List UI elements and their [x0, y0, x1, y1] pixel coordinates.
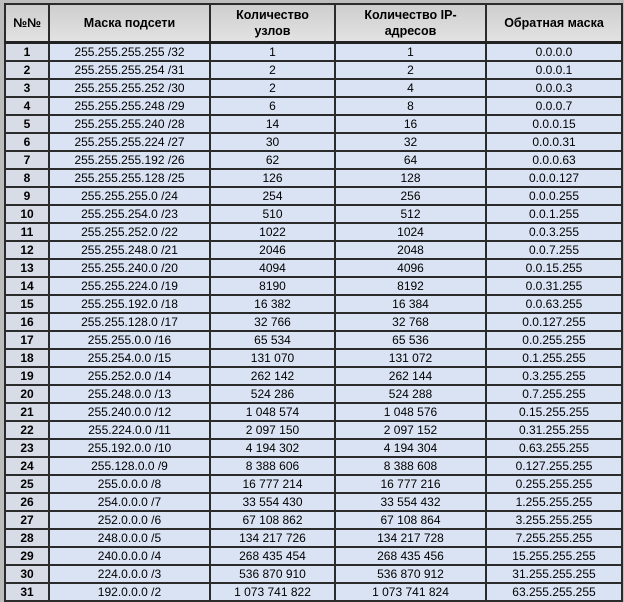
host-count-cell: 16 382 [210, 295, 335, 313]
table-row [5, 205, 622, 223]
ip-count-cell: 4 194 304 [335, 439, 486, 457]
header-row [5, 4, 622, 42]
ip-count-cell: 1 [335, 42, 486, 61]
wildcard-mask-cell: 0.63.255.255 [486, 439, 622, 457]
row-number-cell: 28 [5, 529, 49, 547]
col-header-ip-count [335, 4, 486, 42]
ip-count-cell: 536 870 912 [335, 565, 486, 583]
subnet-mask-cell: 255.255.255.248 /29 [49, 97, 210, 115]
table-row [5, 331, 622, 349]
row-number-cell: 14 [5, 277, 49, 295]
wildcard-mask-cell: 0.15.255.255 [486, 403, 622, 421]
row-number-cell: 30 [5, 565, 49, 583]
col-header-subnet-mask [49, 4, 210, 42]
subnet-mask-cell: 255.255.255.224 /27 [49, 133, 210, 151]
row-number-cell: 26 [5, 493, 49, 511]
wildcard-mask-cell: 0.0.255.255 [486, 331, 622, 349]
host-count-cell: 1 [210, 42, 335, 61]
row-number-cell: 3 [5, 79, 49, 97]
subnet-mask-cell: 255.255.255.255 /32 [49, 42, 210, 61]
subnet-mask-cell: 255.255.255.254 /31 [49, 61, 210, 79]
col-header-host-count-line2: узлов [254, 23, 291, 38]
wildcard-mask-cell: 0.0.0.7 [486, 97, 622, 115]
row-number-cell: 5 [5, 115, 49, 133]
host-count-cell: 65 534 [210, 331, 335, 349]
host-count-cell: 2046 [210, 241, 335, 259]
host-count-cell: 2 [210, 79, 335, 97]
host-count-cell: 8 388 606 [210, 457, 335, 475]
host-count-cell: 536 870 910 [210, 565, 335, 583]
row-number-cell: 29 [5, 547, 49, 565]
subnet-mask-cell: 255.255.255.192 /26 [49, 151, 210, 169]
row-number-cell: 4 [5, 97, 49, 115]
table-row [5, 385, 622, 403]
col-header-host-count-line1: Количество [236, 7, 309, 22]
wildcard-mask-cell: 0.0.0.255 [486, 187, 622, 205]
col-header-wildcard-mask-line1: Обратная маска [504, 15, 604, 30]
table-row [5, 403, 622, 421]
row-number-cell: 15 [5, 295, 49, 313]
subnet-mask-cell: 255.248.0.0 /13 [49, 385, 210, 403]
col-header-number [5, 4, 49, 42]
subnet-mask-table [4, 3, 623, 602]
host-count-cell: 8190 [210, 277, 335, 295]
wildcard-mask-cell: 0.0.127.255 [486, 313, 622, 331]
wildcard-mask-cell: 0.0.63.255 [486, 295, 622, 313]
subnet-mask-cell: 240.0.0.0 /4 [49, 547, 210, 565]
host-count-cell: 1 073 741 822 [210, 583, 335, 601]
table-row [5, 457, 622, 475]
subnet-mask-cell: 248.0.0.0 /5 [49, 529, 210, 547]
host-count-cell: 30 [210, 133, 335, 151]
row-number-cell: 19 [5, 367, 49, 385]
wildcard-mask-cell: 0.0.31.255 [486, 277, 622, 295]
ip-count-cell: 16 [335, 115, 486, 133]
subnet-mask-cell: 192.0.0.0 /2 [49, 583, 210, 601]
wildcard-mask-cell: 0.0.0.31 [486, 133, 622, 151]
table-row [5, 97, 622, 115]
table-row [5, 421, 622, 439]
ip-count-cell: 2 097 152 [335, 421, 486, 439]
table-row [5, 223, 622, 241]
ip-count-cell: 8 [335, 97, 486, 115]
row-number-cell: 17 [5, 331, 49, 349]
ip-count-cell: 524 288 [335, 385, 486, 403]
table-row [5, 277, 622, 295]
ip-count-cell: 65 536 [335, 331, 486, 349]
wildcard-mask-cell: 3.255.255.255 [486, 511, 622, 529]
row-number-cell: 11 [5, 223, 49, 241]
ip-count-cell: 131 072 [335, 349, 486, 367]
ip-count-cell: 8 388 608 [335, 457, 486, 475]
ip-count-cell: 16 384 [335, 295, 486, 313]
wildcard-mask-cell: 0.0.0.15 [486, 115, 622, 133]
wildcard-mask-cell: 0.7.255.255 [486, 385, 622, 403]
col-header-number-line1: №№ [13, 15, 41, 30]
table-row [5, 187, 622, 205]
host-count-cell: 4 194 302 [210, 439, 335, 457]
table-row [5, 547, 622, 565]
ip-count-cell: 134 217 728 [335, 529, 486, 547]
subnet-mask-cell: 255.128.0.0 /9 [49, 457, 210, 475]
table-row [5, 42, 622, 61]
subnet-mask-cell: 255.255.252.0 /22 [49, 223, 210, 241]
ip-count-cell: 16 777 216 [335, 475, 486, 493]
row-number-cell: 22 [5, 421, 49, 439]
table-row [5, 565, 622, 583]
subnet-mask-cell: 224.0.0.0 /3 [49, 565, 210, 583]
table-row [5, 493, 622, 511]
table-row [5, 367, 622, 385]
host-count-cell: 67 108 862 [210, 511, 335, 529]
table-row [5, 133, 622, 151]
wildcard-mask-cell: 0.0.0.127 [486, 169, 622, 187]
ip-count-cell: 256 [335, 187, 486, 205]
table-row [5, 349, 622, 367]
wildcard-mask-cell: 0.1.255.255 [486, 349, 622, 367]
col-header-wildcard-mask [486, 4, 622, 42]
wildcard-mask-cell: 0.255.255.255 [486, 475, 622, 493]
subnet-mask-cell: 255.255.255.240 /28 [49, 115, 210, 133]
table-row [5, 241, 622, 259]
wildcard-mask-cell: 0.0.0.3 [486, 79, 622, 97]
subnet-mask-cell: 255.255.128.0 /17 [49, 313, 210, 331]
subnet-mask-cell: 255.255.255.252 /30 [49, 79, 210, 97]
host-count-cell: 262 142 [210, 367, 335, 385]
ip-count-cell: 2 [335, 61, 486, 79]
subnet-mask-cell: 255.255.248.0 /21 [49, 241, 210, 259]
ip-count-cell: 8192 [335, 277, 486, 295]
col-header-subnet-mask-line1: Маска подсети [83, 15, 176, 30]
col-header-host-count [210, 4, 335, 42]
row-number-cell: 2 [5, 61, 49, 79]
wildcard-mask-cell: 7.255.255.255 [486, 529, 622, 547]
ip-count-cell: 1024 [335, 223, 486, 241]
wildcard-mask-cell: 0.3.255.255 [486, 367, 622, 385]
wildcard-mask-cell: 0.31.255.255 [486, 421, 622, 439]
subnet-mask-cell: 255.255.0.0 /16 [49, 331, 210, 349]
table-row [5, 439, 622, 457]
ip-count-cell: 512 [335, 205, 486, 223]
row-number-cell: 24 [5, 457, 49, 475]
wildcard-mask-cell: 63.255.255.255 [486, 583, 622, 601]
subnet-mask-cell: 255.255.224.0 /19 [49, 277, 210, 295]
wildcard-mask-cell: 0.0.0.1 [486, 61, 622, 79]
subnet-mask-cell: 255.255.240.0 /20 [49, 259, 210, 277]
wildcard-mask-cell: 0.127.255.255 [486, 457, 622, 475]
table-row [5, 169, 622, 187]
ip-count-cell: 4096 [335, 259, 486, 277]
table-row [5, 115, 622, 133]
wildcard-mask-cell: 0.0.15.255 [486, 259, 622, 277]
host-count-cell: 16 777 214 [210, 475, 335, 493]
host-count-cell: 510 [210, 205, 335, 223]
ip-count-cell: 2048 [335, 241, 486, 259]
col-header-ip-count-line2: адресов [384, 23, 437, 38]
host-count-cell: 131 070 [210, 349, 335, 367]
table-row [5, 529, 622, 547]
subnet-mask-cell: 255.192.0.0 /10 [49, 439, 210, 457]
ip-count-cell: 67 108 864 [335, 511, 486, 529]
subnet-mask-cell: 255.255.255.128 /25 [49, 169, 210, 187]
subnet-mask-cell: 255.240.0.0 /12 [49, 403, 210, 421]
table-row [5, 511, 622, 529]
wildcard-mask-cell: 0.0.7.255 [486, 241, 622, 259]
row-number-cell: 23 [5, 439, 49, 457]
row-number-cell: 21 [5, 403, 49, 421]
host-count-cell: 126 [210, 169, 335, 187]
wildcard-mask-cell: 0.0.0.63 [486, 151, 622, 169]
subnet-mask-cell: 254.0.0.0 /7 [49, 493, 210, 511]
row-number-cell: 1 [5, 42, 49, 61]
ip-count-cell: 4 [335, 79, 486, 97]
wildcard-mask-cell: 15.255.255.255 [486, 547, 622, 565]
row-number-cell: 10 [5, 205, 49, 223]
subnet-mask-cell: 255.255.254.0 /23 [49, 205, 210, 223]
subnet-mask-cell: 255.224.0.0 /11 [49, 421, 210, 439]
host-count-cell: 4094 [210, 259, 335, 277]
subnet-mask-cell: 255.252.0.0 /14 [49, 367, 210, 385]
wildcard-mask-cell: 0.0.0.0 [486, 42, 622, 61]
host-count-cell: 32 766 [210, 313, 335, 331]
table-row [5, 295, 622, 313]
col-header-ip-count-line1: Количество IP- [364, 7, 457, 22]
row-number-cell: 12 [5, 241, 49, 259]
table-row [5, 151, 622, 169]
table-row [5, 259, 622, 277]
table-row [5, 475, 622, 493]
row-number-cell: 9 [5, 187, 49, 205]
row-number-cell: 8 [5, 169, 49, 187]
ip-count-cell: 33 554 432 [335, 493, 486, 511]
wildcard-mask-cell: 0.0.3.255 [486, 223, 622, 241]
ip-count-cell: 32 [335, 133, 486, 151]
row-number-cell: 7 [5, 151, 49, 169]
host-count-cell: 2 097 150 [210, 421, 335, 439]
ip-count-cell: 128 [335, 169, 486, 187]
wildcard-mask-cell: 0.0.1.255 [486, 205, 622, 223]
subnet-mask-cell: 255.255.255.0 /24 [49, 187, 210, 205]
table-row [5, 313, 622, 331]
wildcard-mask-cell: 1.255.255.255 [486, 493, 622, 511]
ip-count-cell: 1 073 741 824 [335, 583, 486, 601]
row-number-cell: 20 [5, 385, 49, 403]
row-number-cell: 18 [5, 349, 49, 367]
host-count-cell: 268 435 454 [210, 547, 335, 565]
host-count-cell: 14 [210, 115, 335, 133]
subnet-mask-cell: 252.0.0.0 /6 [49, 511, 210, 529]
row-number-cell: 6 [5, 133, 49, 151]
host-count-cell: 134 217 726 [210, 529, 335, 547]
ip-count-cell: 262 144 [335, 367, 486, 385]
host-count-cell: 62 [210, 151, 335, 169]
subnet-mask-cell: 255.0.0.0 /8 [49, 475, 210, 493]
row-number-cell: 13 [5, 259, 49, 277]
row-number-cell: 16 [5, 313, 49, 331]
subnet-mask-cell: 255.255.192.0 /18 [49, 295, 210, 313]
host-count-cell: 2 [210, 61, 335, 79]
row-number-cell: 31 [5, 583, 49, 601]
table-row [5, 583, 622, 601]
table-row [5, 79, 622, 97]
ip-count-cell: 64 [335, 151, 486, 169]
ip-count-cell: 32 768 [335, 313, 486, 331]
host-count-cell: 33 554 430 [210, 493, 335, 511]
host-count-cell: 1022 [210, 223, 335, 241]
host-count-cell: 524 286 [210, 385, 335, 403]
wildcard-mask-cell: 31.255.255.255 [486, 565, 622, 583]
subnet-mask-cell: 255.254.0.0 /15 [49, 349, 210, 367]
host-count-cell: 1 048 574 [210, 403, 335, 421]
row-number-cell: 27 [5, 511, 49, 529]
table-row [5, 61, 622, 79]
host-count-cell: 6 [210, 97, 335, 115]
ip-count-cell: 1 048 576 [335, 403, 486, 421]
host-count-cell: 254 [210, 187, 335, 205]
row-number-cell: 25 [5, 475, 49, 493]
ip-count-cell: 268 435 456 [335, 547, 486, 565]
